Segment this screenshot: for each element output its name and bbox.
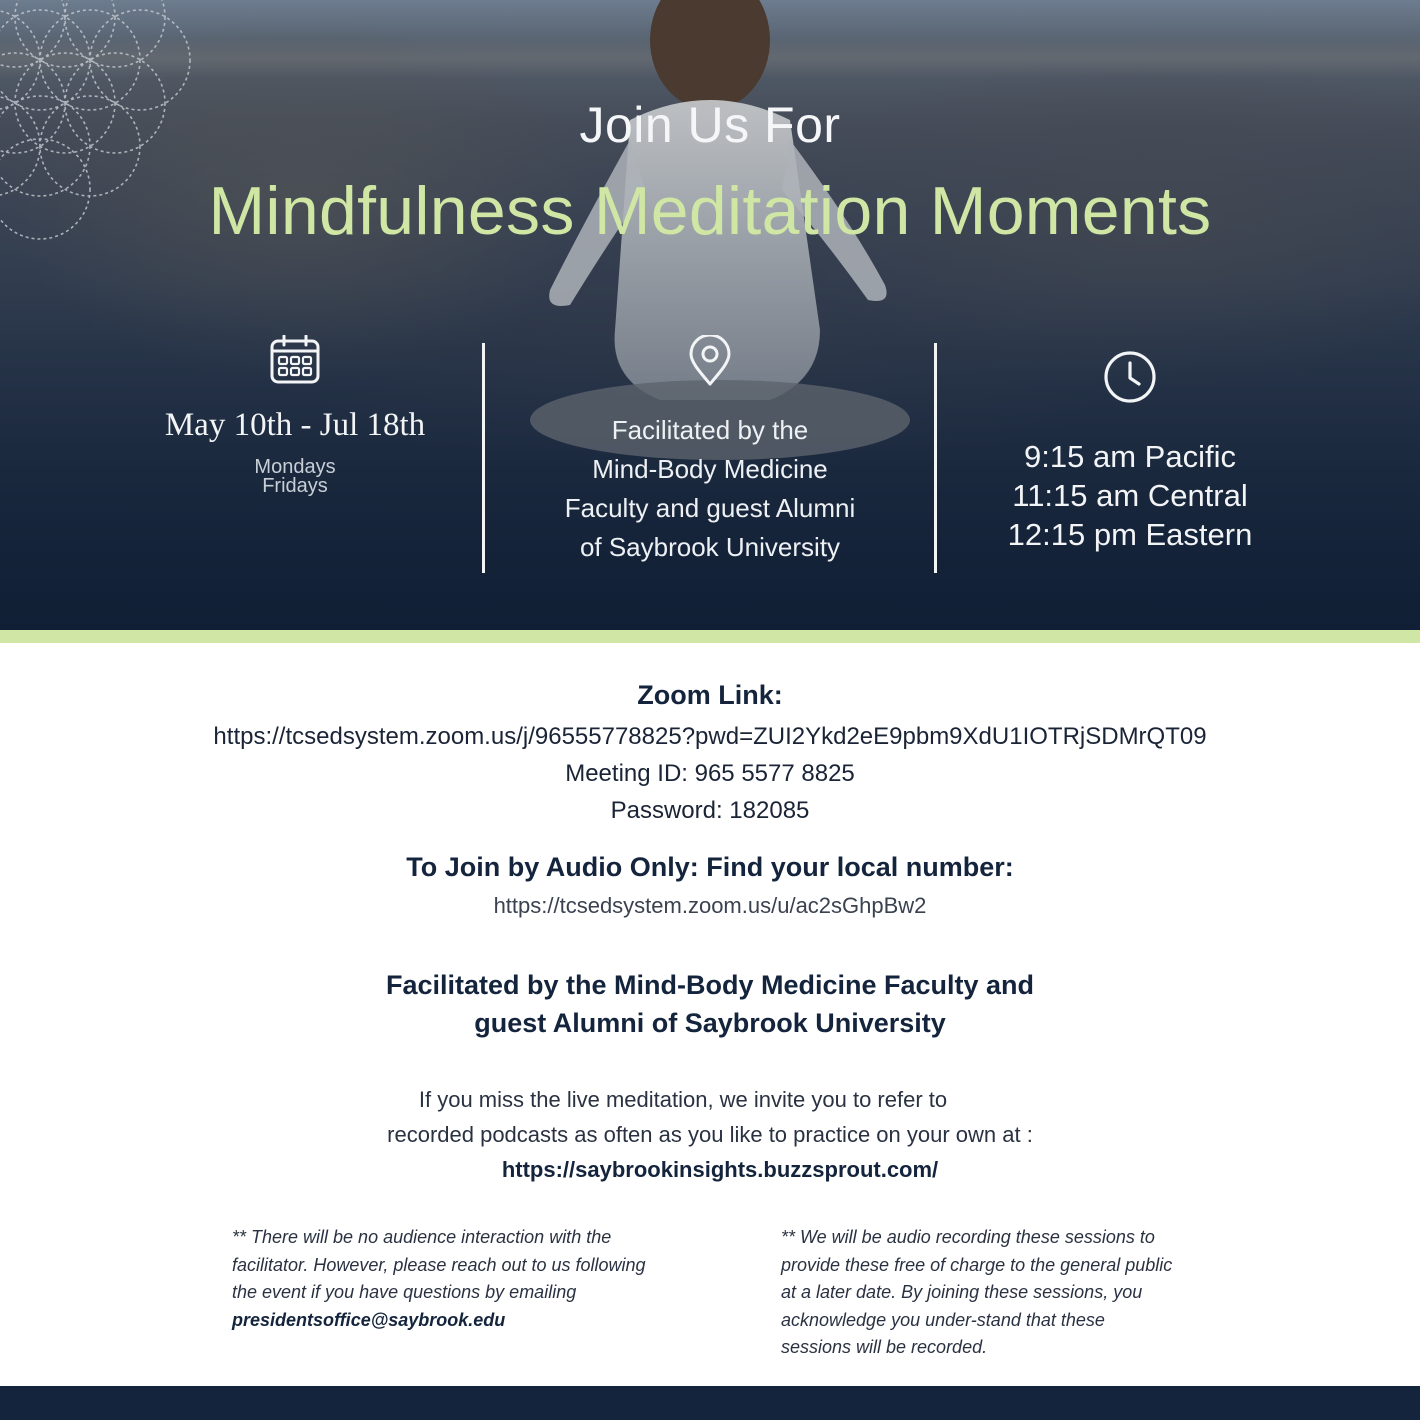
time-line: 12:15 pm Eastern [1007,517,1253,552]
hero-title: Mindfulness Meditation Moments [208,173,1212,249]
podcast-line: If you miss the live meditation, we invite you to refer to [418,1087,948,1112]
note-line: acknowledge you under-stand that these [781,1309,1105,1330]
meeting-id: Meeting ID: 965 5577 8825 [565,760,855,787]
meeting-password: Password: 182085 [610,797,810,824]
facilitator-text [520,411,900,567]
audio-url-link[interactable]: https://tcsedsystem.zoom.us/u/ac2sGhpBw2 [493,893,927,918]
time-column [960,335,1300,554]
note-line: provide these free of charge to the general public [781,1254,1173,1275]
zoom-heading: Zoom Link: [637,680,783,710]
podcast-info [0,1082,1420,1187]
column-divider [934,343,937,573]
time-line: 9:15 am Pacific [1024,439,1236,474]
interaction-note [232,1224,682,1334]
clock-icon [1102,349,1158,405]
facilitator-line: of Saybrook University [579,532,841,562]
podcast-url-link[interactable]: https://saybrookinsights.buzzsprout.com/ [501,1157,939,1182]
note-line: ** There will be no audience interaction with the [232,1227,612,1247]
facilitator-line: Facilitated by the [611,415,809,445]
time-line: 11:15 am Central [1012,478,1248,513]
facilitator-column [520,335,900,567]
facilitated-line: Facilitated by the Mind-Body Medicine Faculty and [385,970,1035,1000]
contact-email-link[interactable]: presidentsoffice@saybrook.edu [232,1309,506,1330]
audio-heading: To Join by Audio Only: Find your local number: [406,852,1014,882]
location-pin-icon [687,335,733,387]
facilitator-line: Mind-Body Medicine [592,454,828,484]
zoom-details [0,718,1420,829]
note-line: sessions will be recorded. [781,1337,988,1357]
note-line: facilitator. However, please reach out to us following [232,1254,646,1275]
facilitator-line: Faculty and guest Alumni [564,493,856,523]
note-line: at a later date. By joining these sessions, you [781,1282,1143,1302]
column-divider [482,343,485,573]
facilitated-line: guest Alumni of Saybrook University [474,1008,946,1038]
note-line: ** We will be audio recording these sessions to [781,1227,1155,1247]
meeting-days [130,458,460,496]
accent-bar [0,630,1420,643]
facilitated-heading [0,966,1420,1042]
day-label: Mondays [254,456,336,478]
dates-column [130,335,460,496]
day-label: Fridays [262,475,328,497]
date-range: May 10th - Jul 18th [164,407,426,443]
session-times [960,437,1300,554]
podcast-line: recorded podcasts as often as you like to practice on your own at : [387,1122,1033,1147]
note-line: the event if you have questions by emailing [232,1282,577,1302]
zoom-url-link[interactable]: https://tcsedsystem.zoom.us/j/96555778825?pwd=ZUI2Ykd2eE9pbm9XdU1IOTRjSDMrQT09 [213,723,1207,750]
calendar-icon [269,335,321,385]
hero-subtitle: Join Us For [579,97,841,153]
recording-note [781,1224,1201,1362]
hero-banner [0,0,1420,630]
footer-bar [0,1386,1420,1420]
